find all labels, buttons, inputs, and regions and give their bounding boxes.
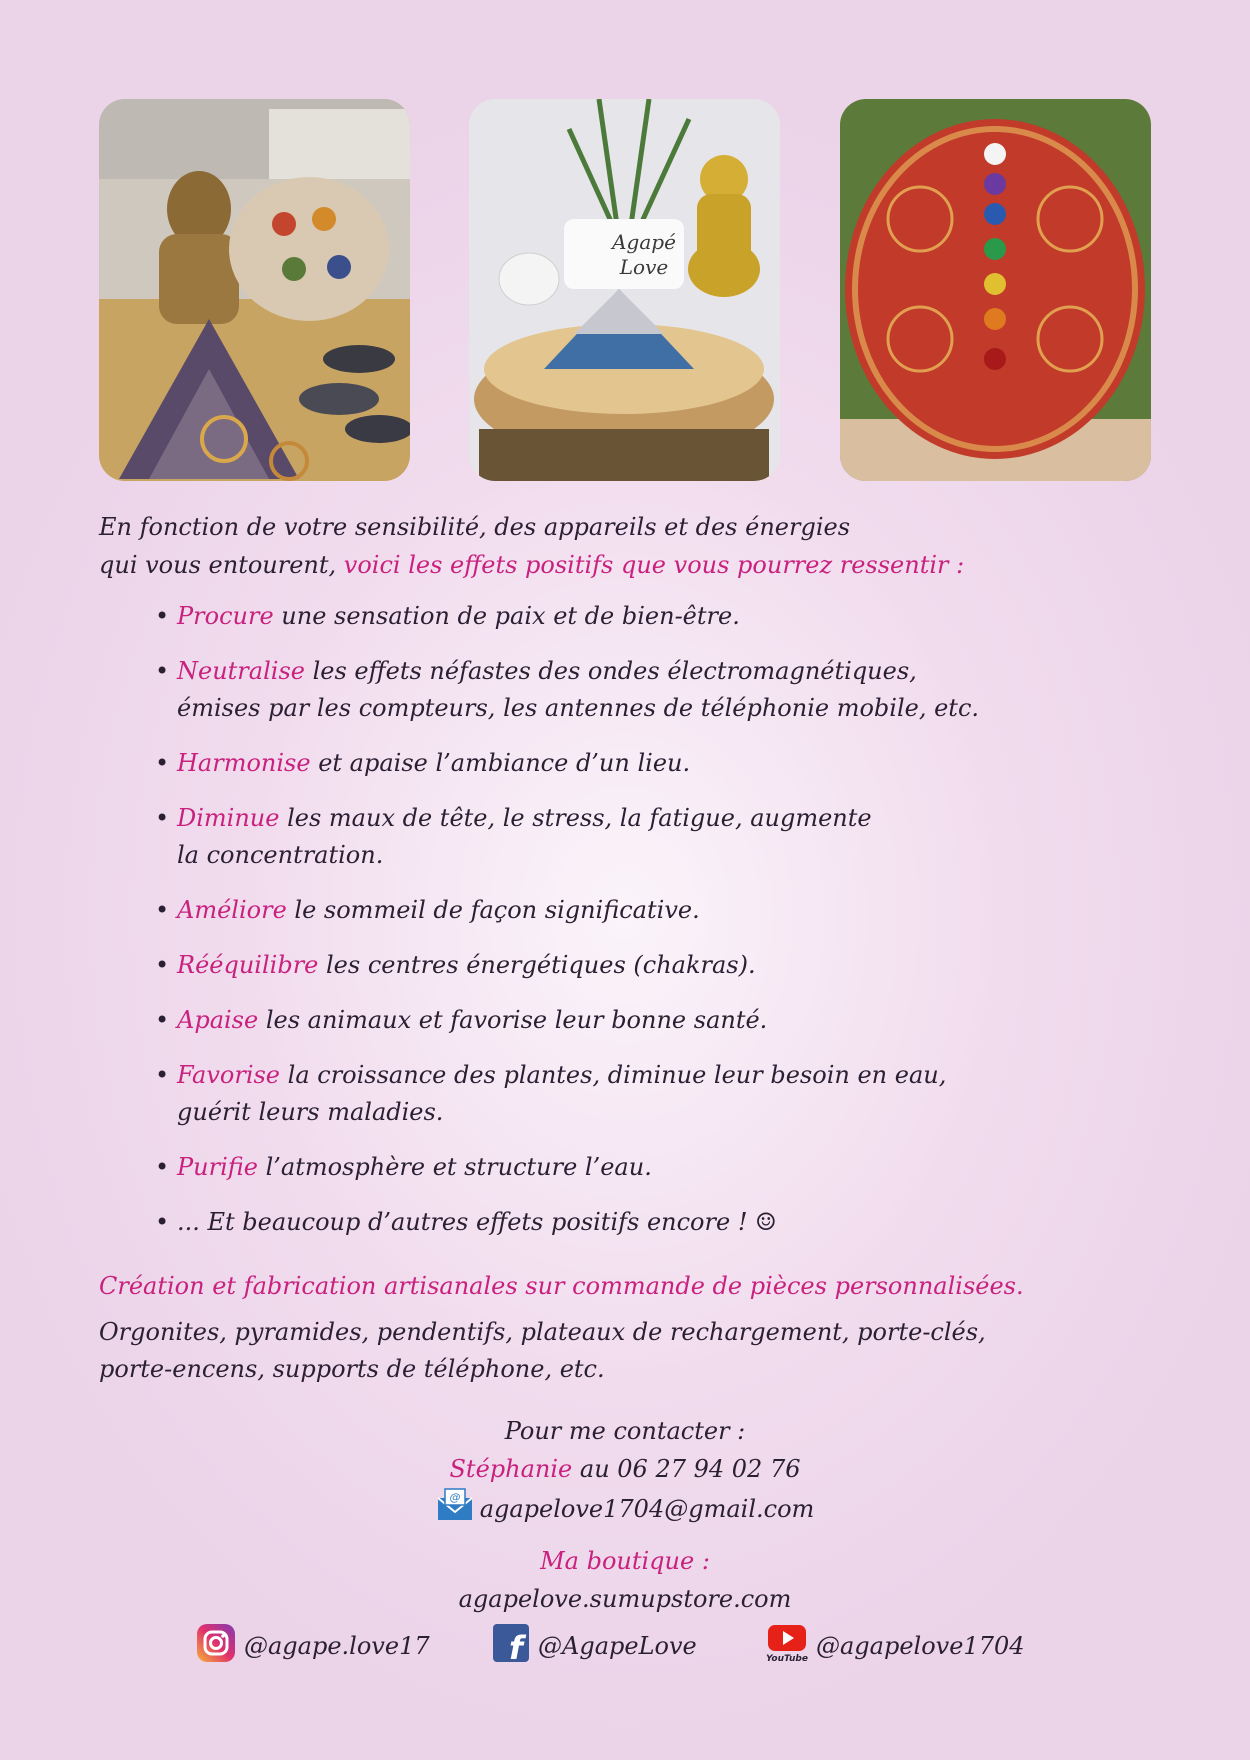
effect-verb: Harmonise (177, 749, 311, 777)
list-item (155, 892, 1115, 947)
effect-verb: Procure (177, 602, 274, 630)
effect-verb: Rééquilibre (177, 951, 319, 979)
effect-verb: Diminue (177, 804, 280, 832)
logo-text-agape: Agapé (612, 230, 676, 254)
effect-text-continued: guérit leurs maladies. (177, 1098, 444, 1126)
effect-text: l’atmosphère et structure l’eau. (257, 1153, 652, 1181)
list-item (155, 1002, 1115, 1057)
photo-chakra-plate (840, 99, 1151, 481)
list-item (155, 1149, 1115, 1204)
photo-buddha-orgonites (99, 99, 410, 481)
creation-heading: Création et fabrication artisanales sur commande de pièces personnalisées. (99, 1272, 1024, 1300)
effect-text: les animaux et favorise leur bonne santé. (258, 1006, 768, 1034)
list-item (155, 653, 1115, 745)
logo-text-love: Love (619, 255, 669, 279)
social-links (0, 1624, 1250, 1668)
effect-text: les effets néfastes des ondes électromagnétiques, (304, 657, 917, 685)
list-item (155, 947, 1115, 1002)
list-item (155, 745, 1115, 800)
intro-line-1: En fonction de votre sensibilité, des appareils et des énergies (99, 513, 851, 541)
effect-text: la croissance des plantes, diminue leur besoin en eau, (280, 1061, 947, 1089)
list-item (155, 598, 1115, 653)
effect-verb: Purifie (177, 1153, 258, 1181)
effect-text: et apaise l’ambiance d’un lieu. (310, 749, 691, 777)
effects-list (155, 598, 1115, 1259)
contact-email-row (0, 1488, 1250, 1526)
list-item (155, 800, 1115, 892)
youtube-icon (766, 1623, 816, 1669)
contact-phone[interactable]: 06 27 94 02 76 (617, 1455, 801, 1483)
contact-phone-row (0, 1450, 1250, 1488)
facebook-link[interactable] (492, 1624, 697, 1668)
effect-verb: Améliore (177, 896, 287, 924)
intro-line-2-text: qui vous entourent, (99, 551, 344, 579)
photo-gallery (99, 99, 1152, 481)
photo-pyramid-logo (469, 99, 780, 481)
products-line-2: porte-encens, supports de téléphone, etc. (99, 1355, 605, 1383)
products-paragraph (99, 1314, 1159, 1388)
contact-email-link[interactable]: agapelove1704@gmail.com (479, 1495, 815, 1523)
contact-name: Stéphanie (449, 1455, 573, 1483)
shop-url-link[interactable]: agapelove.sumupstore.com (458, 1585, 792, 1613)
effect-text: les maux de tête, le stress, la fatigue, augmente (279, 804, 872, 832)
facebook-icon (492, 1623, 538, 1669)
intro-highlight: voici les effets positifs que vous pourrez ressentir : (343, 551, 965, 579)
email-icon (436, 1488, 474, 1533)
list-item (155, 1204, 1115, 1259)
youtube-label: YouTube (766, 1654, 808, 1663)
list-item (155, 1057, 1115, 1149)
shop-label: Ma boutique : (540, 1547, 710, 1575)
facebook-handle: @AgapeLove (538, 1632, 697, 1660)
instagram-link[interactable] (196, 1624, 430, 1668)
effect-text: ... Et beaucoup d’autres effets positifs encore ! ☺ (177, 1208, 777, 1236)
youtube-handle: @agapelove1704 (816, 1632, 1025, 1660)
contact-title: Pour me contacter : (504, 1417, 746, 1445)
effect-text-continued: émises par les compteurs, les antennes de téléphonie mobile, etc. (177, 694, 980, 722)
contact-phone-prefix: au (572, 1455, 618, 1483)
effect-text: le sommeil de façon significative. (286, 896, 700, 924)
svg-text:f: f (509, 1629, 523, 1663)
effect-verb: Neutralise (177, 657, 305, 685)
svg-text:@: @ (449, 1491, 461, 1504)
instagram-icon (196, 1623, 244, 1669)
contact-section (0, 1412, 1250, 1618)
intro-line-2 (99, 546, 1159, 584)
youtube-link[interactable] (766, 1624, 1025, 1668)
products-line-1: Orgonites, pyramides, pendentifs, plateaux de rechargement, porte-clés, (99, 1318, 986, 1346)
effect-text-continued: la concentration. (177, 841, 384, 869)
effect-text: les centres énergétiques (chakras). (318, 951, 756, 979)
effect-verb: Favorise (177, 1061, 281, 1089)
intro-paragraph (99, 508, 1159, 584)
instagram-handle: @agape.love17 (244, 1632, 430, 1660)
effect-verb: Apaise (177, 1006, 259, 1034)
effect-text: une sensation de paix et de bien-être. (273, 602, 740, 630)
